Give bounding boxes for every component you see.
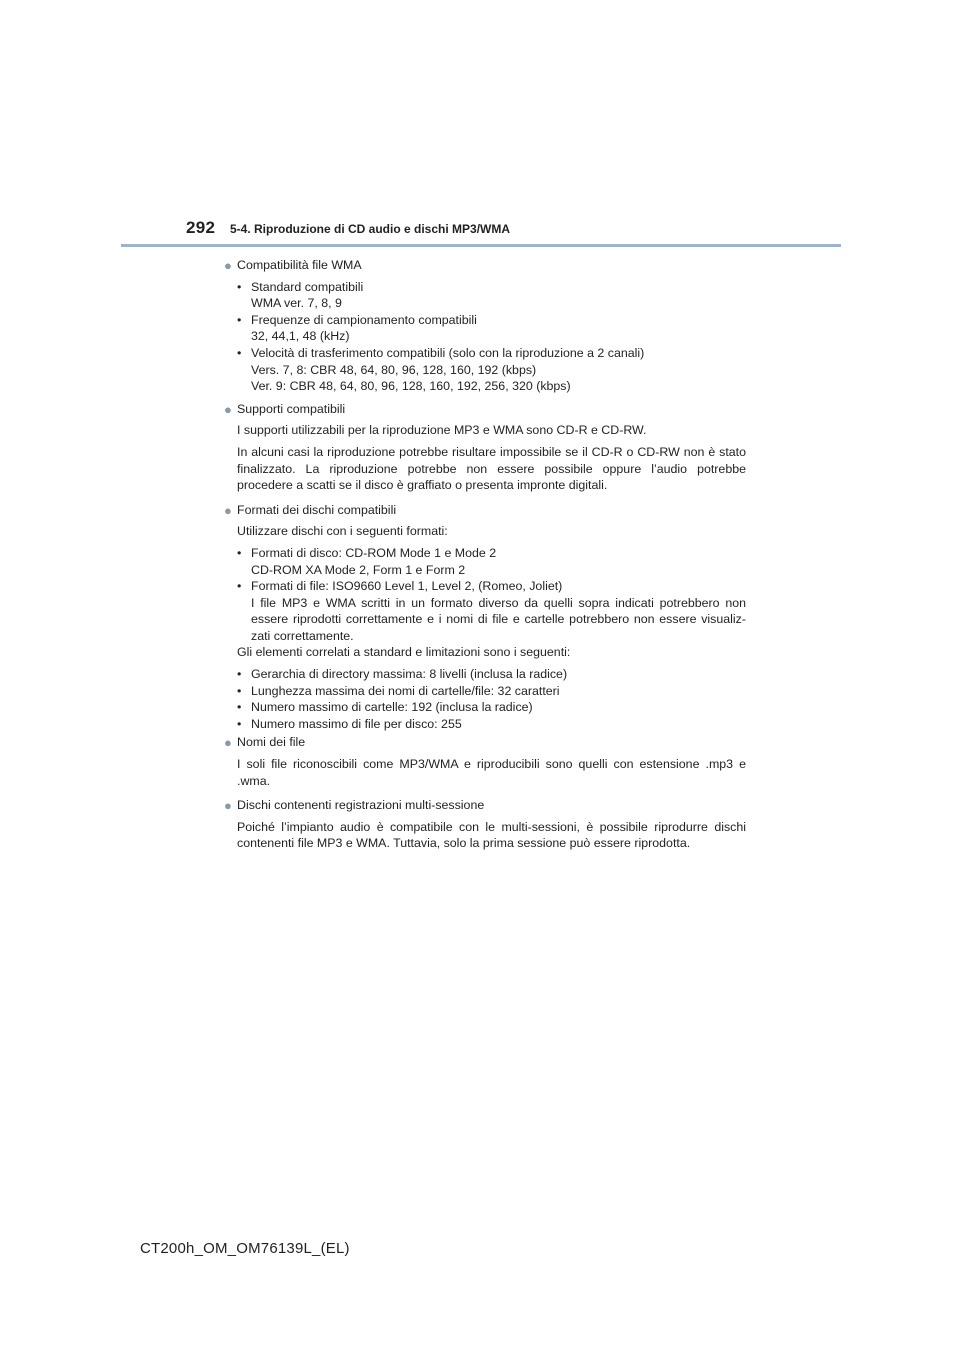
list-item-value: I file MP3 e WMA scritti in un formato diverso da quelli sopra indicati potrebbero non essere riprodotti correttamente e i nomi di file e cartelle potrebbero non essere visualiz-zati correttamente. xyxy=(251,595,746,643)
list-item-text: Numero massimo di file per disco: 255 xyxy=(251,716,462,731)
bullet-icon: ● xyxy=(224,401,232,417)
header-divider xyxy=(121,244,841,247)
wma-spec-list xyxy=(237,279,746,395)
bullet-icon: ● xyxy=(224,502,232,518)
list-item xyxy=(237,716,746,733)
topic-supported-media xyxy=(224,401,746,494)
page-number: 292 xyxy=(186,218,216,237)
list-item xyxy=(237,578,746,644)
topic-file-names xyxy=(224,734,746,789)
topic-heading: Supporti compatibili xyxy=(237,401,346,416)
bullet-icon: ● xyxy=(224,798,232,814)
list-item-text: Numero massimo di cartelle: 192 (inclusa la radice) xyxy=(251,700,533,715)
list-item xyxy=(237,279,746,312)
paragraph: Gli elementi correlati a standard e limitazioni sono i seguenti: xyxy=(237,645,571,660)
list-item xyxy=(237,699,746,716)
list-dot-icon: • xyxy=(237,345,242,360)
paragraph: Utilizzare dischi con i seguenti formati: xyxy=(237,524,448,539)
topic-multisession xyxy=(224,797,746,852)
limits-list xyxy=(237,666,746,732)
bullet-icon: ● xyxy=(224,735,232,751)
list-item-label: Velocità di trasferimento compatibili (solo con la riproduzione a 2 canali) xyxy=(251,345,645,360)
section-title: 5-4. Riproduzione di CD audio e dischi MP3/WMA xyxy=(230,222,511,236)
list-item xyxy=(237,345,746,395)
page-content xyxy=(224,255,746,852)
topic-disc-formats xyxy=(224,502,746,733)
paragraph: In alcuni casi la riproduzione potrebbe risultare impossibile se il CD-R o CD-RW non è stato finalizzato. La riproduzione potrebbe non essere possibile oppure l’audio potrebbe procedere a scatti se il disco è graffiato o presenta impronte digitali. xyxy=(237,444,746,493)
list-dot-icon: • xyxy=(237,579,242,594)
list-item-value: 32, 44,1, 48 (kHz) xyxy=(251,329,350,344)
topic-heading: Nomi dei file xyxy=(237,735,306,750)
list-item-text: Gerarchia di directory massima: 8 livelli (inclusa la radice) xyxy=(251,667,568,682)
topic-heading: Compatibilità file WMA xyxy=(237,258,362,272)
list-item-value: CD-ROM XA Mode 2, Form 1 e Form 2 xyxy=(251,562,466,577)
list-dot-icon: • xyxy=(237,683,242,698)
list-item-label: Standard compatibili xyxy=(251,279,364,294)
list-item-value: Ver. 9: CBR 48, 64, 80, 96, 128, 160, 192, 256, 320 (kbps) xyxy=(251,379,571,394)
list-dot-icon: • xyxy=(237,312,242,327)
list-item xyxy=(237,545,746,578)
list-item-label: Frequenze di campionamento compatibili xyxy=(251,312,477,327)
list-item-text: Lunghezza massima dei nomi di cartelle/file: 32 caratteri xyxy=(251,683,560,698)
paragraph: I supporti utilizzabili per la riproduzione MP3 e WMA sono CD-R e CD-RW. xyxy=(237,423,647,438)
list-item-label: Formati di disco: CD-ROM Mode 1 e Mode 2 xyxy=(251,545,497,560)
list-item xyxy=(237,683,746,700)
list-dot-icon: • xyxy=(237,716,242,731)
list-dot-icon: • xyxy=(237,700,242,715)
topic-heading: Formati dei dischi compatibili xyxy=(237,502,397,517)
bullet-icon: ● xyxy=(224,258,232,273)
paragraph: I soli file riconoscibili come MP3/WMA e riproducibili sono quelli con estensione .mp3 e .wma. xyxy=(237,757,746,788)
list-dot-icon: • xyxy=(237,667,242,682)
list-dot-icon: • xyxy=(237,279,242,294)
list-dot-icon: • xyxy=(237,545,242,560)
topic-wma-compatibility xyxy=(224,257,746,395)
paragraph: Poiché l’impianto audio è compatibile con le multi-sessioni, è possibile riprodurre dischi contenenti file MP3 e WMA. Tuttavia, solo la prima sessione può essere riprodotta. xyxy=(237,819,746,851)
format-list xyxy=(237,545,746,645)
list-item xyxy=(237,666,746,683)
topic-heading: Dischi contenenti registrazioni multi-sessione xyxy=(237,798,485,813)
list-item-value: Vers. 7, 8: CBR 48, 64, 80, 96, 128, 160, 192 (kbps) xyxy=(251,362,537,377)
list-item xyxy=(237,312,746,345)
list-item-label: Formati di file: ISO9660 Level 1, Level 2, (Romeo, Joliet) xyxy=(251,579,563,594)
list-item-value: WMA ver. 7, 8, 9 xyxy=(251,296,342,311)
document-code: CT200h_OM_OM76139L_(EL) xyxy=(140,1240,350,1257)
